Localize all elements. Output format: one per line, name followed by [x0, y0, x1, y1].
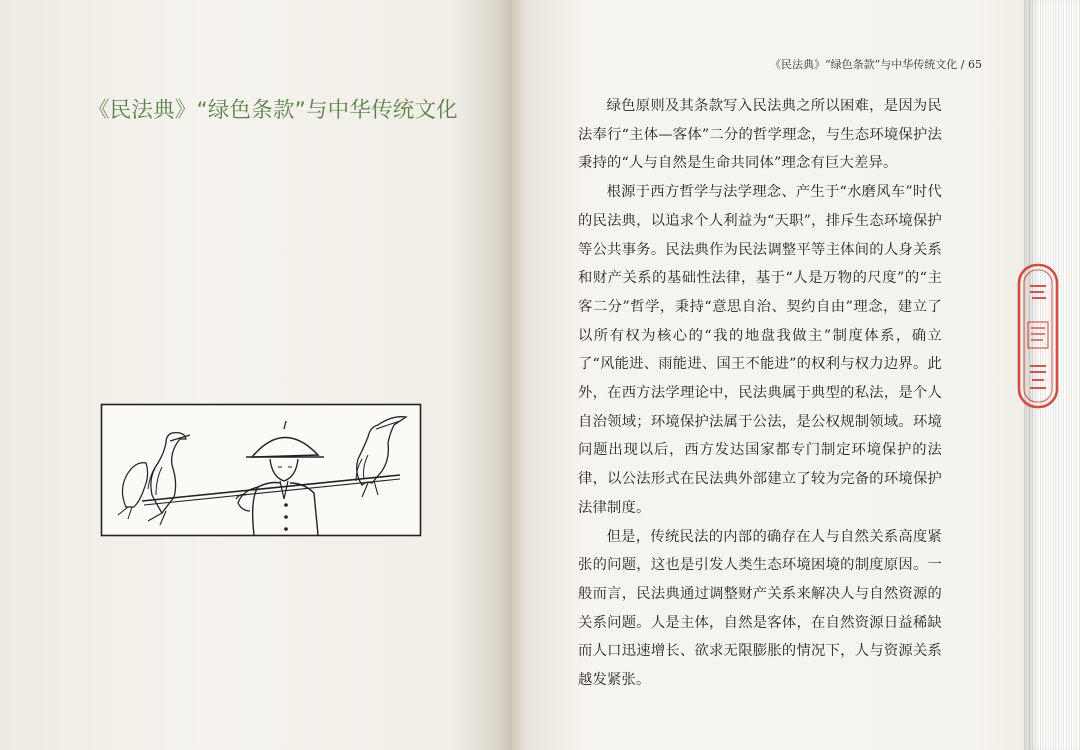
chapter-title: 《民法典》“绿色条款”与中华传统文化: [88, 98, 458, 123]
paragraph: 但是，传统民法的内部的确存在人与自然关系高度紧张的问题，这也是引发人类生态环境困境的制度原因。一般而言，民法典通过调整财产关系来解决人与自然资源的关系问题。人是主体，自然是客体，在自然资源日益稀缺而人口迅速增长、欲求无限膨胀的情况下，人与资源关系越发紧张。: [578, 528, 942, 689]
paragraph: 根源于西方哲学与法学理念、产生于“水磨风车”时代的民法典，以追求个人利益为“天职”，排斥生态环境保护等公共事务。民法典作为民法调整平等主体间的人身关系和财产关系的基础性法律，基于“人是万物的尺度”的“主客二分”哲学，秉持“意思自治、契约自由”理念，建立了以所有权为核心的“我的地盘我做主”制度体系，确立了“风能进、雨能进、国王不能进”的权利与权力边界。此外，在西方法学理论中，民法典属于典型的私法，是个人自治领域；环境保护法属于公法，是公权规制领域。环境问题出现以后，西方发达国家都专门制定环境保护的法律，以公法形式在民法典外部建立了较为完备的环境保护法律制度。: [578, 184, 942, 516]
paragraph: 绿色原则及其条款写入民法典之所以困难，是因为民法奉行“主体—客体”二分的哲学理念，与生态环境保护法秉持的“人与自然是生命共同体”理念有巨大差异。: [578, 98, 942, 172]
library-stamp: [1016, 262, 1060, 410]
body-text: [578, 92, 942, 695]
left-page: [0, 0, 512, 750]
fisherman-cormorant-illustration: [100, 403, 422, 537]
running-header: 《民法典》“绿色条款”与中华传统文化 / 65: [770, 58, 982, 71]
